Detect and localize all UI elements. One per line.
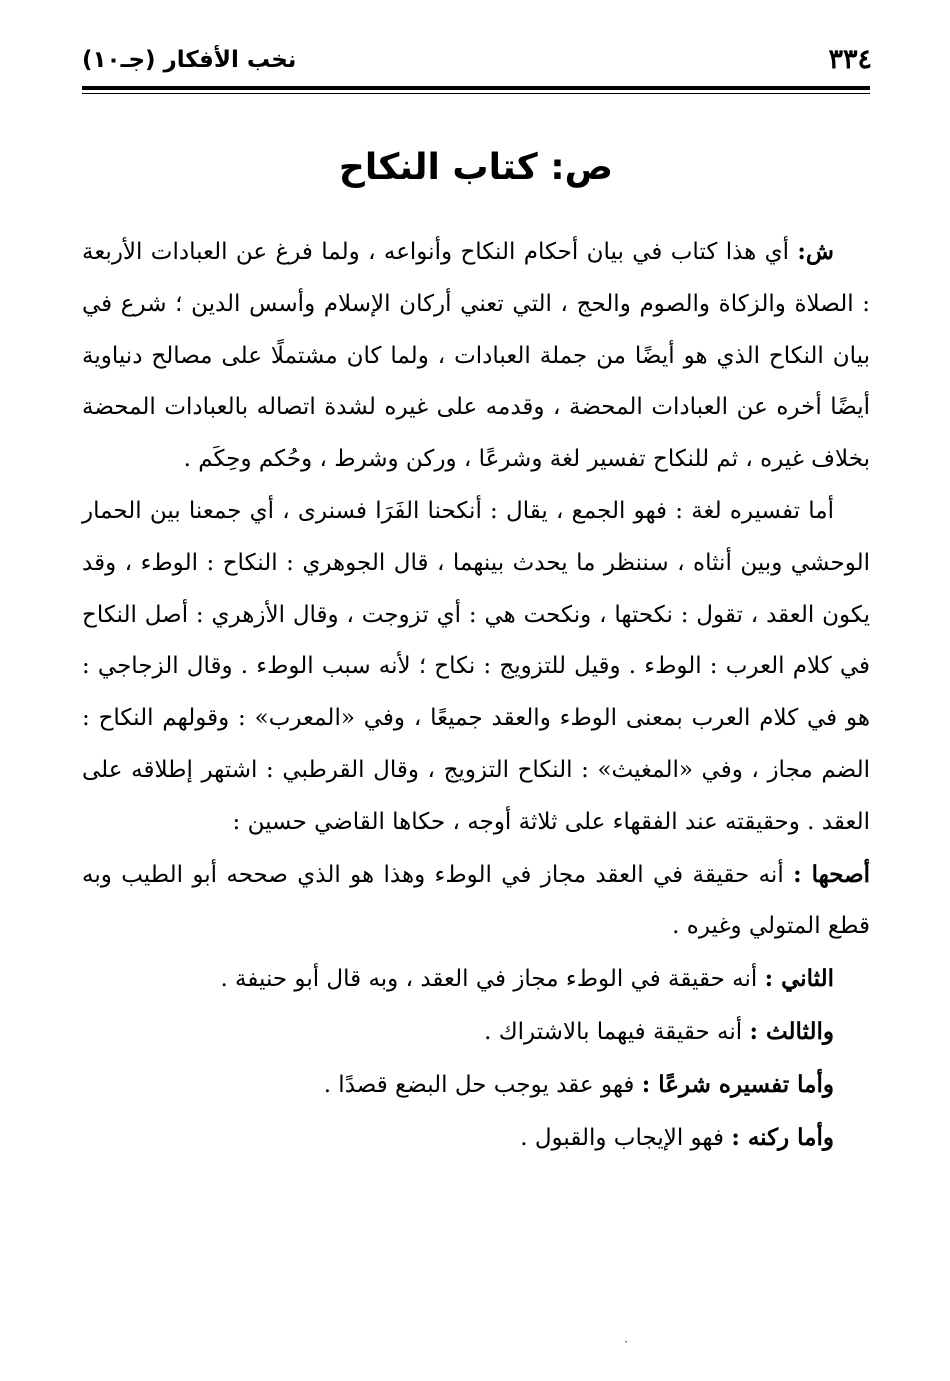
paragraph-lead: والثالث :: [749, 1017, 834, 1045]
paragraph-lead: وأما تفسيره شرعًا :: [641, 1070, 834, 1098]
print-speck: ·: [624, 1335, 628, 1349]
paragraph-second-opinion: [82, 953, 870, 1006]
chapter-title: ص: كتاب النكاح: [338, 147, 614, 188]
body-text: [82, 226, 870, 1164]
paragraph-text: أنه حقيقة في الوطء مجاز في العقد ، وبه قال أبو حنيفة .: [220, 966, 765, 993]
paragraph-text: أما تفسيره لغة : فهو الجمع ، يقال : أنكحنا الفَرَا فسنرى ، أي جمعنا بين الحمار الوحشي وبين أنثاه ، سننظر ما يحدث بينهما ، قال الجوهري : النكاح : الوطء ، وقد يكون العقد ، تقول : نكحتها ، ونكحت هي : أي تزوجت ، وقال الأزهري : أصل النكاح في كلام العرب : الوطء . وقيل للتزويج : نكاح ؛ لأنه سبب الوطء . وقال الزجاجي : هو في كلام العرب بمعنى الوطء والعقد جميعًا ، وفي «المعرب» : وقولهم النكاح : الضم مجاز ، وفي «المغيث» : النكاح التزويج ، وقال القرطبي : اشتهر إطلاقه على العقد . وحقيقته عند الفقهاء على ثلاثة أوجه ، حكاها القاضي حسين :: [82, 497, 870, 835]
page-header: [82, 40, 872, 80]
paragraph-lead: ش:: [797, 238, 834, 265]
paragraph-lead: الثاني :: [764, 965, 834, 993]
paragraph-text: أي هذا كتاب في بيان أحكام النكاح وأنواعه ، ولما فرغ عن العبادات الأربعة : الصلاة والزكاة والصوم والحج ، التي تعني أركان الإسلام وأسس الدين ؛ شرع في بيان النكاح الذي هو أيضًا من جملة العبادات ، ولما كان مشتملًا على مصالح دنياوية أيضًا أخره عن العبادات المحضة ، وقدمه على غيره لشدة اتصاله بالعبادات المحضة بخلاف غيره ، ثم للنكاح تفسير لغة وشرعًا ، وركن وشرط ، وحُكم وحِكَم .: [82, 239, 870, 473]
header-rule-thin: [82, 93, 870, 94]
paragraph-legal-definition: [82, 1059, 870, 1112]
paragraph-pillar: [82, 1112, 870, 1165]
paragraph-third-opinion: [82, 1006, 870, 1059]
paragraph-intro: [82, 226, 870, 486]
paragraph-lead: وأما ركنه :: [731, 1123, 834, 1151]
header-rule-thick: [82, 86, 870, 90]
paragraph-text: فهو الإيجاب والقبول .: [520, 1124, 732, 1151]
page-number: ٣٣٤: [828, 44, 872, 75]
paragraph-text: فهو عقد يوجب حل البضع قصدًا .: [323, 1071, 642, 1098]
paragraph-lead: أصحها :: [793, 860, 871, 888]
running-title: نخب الأفكار (جـ١٠): [82, 47, 297, 73]
paragraph-text: أنه حقيقة فيهما بالاشتراك .: [484, 1018, 750, 1045]
paragraph-lexical-definition: [82, 486, 870, 849]
paragraph-text: أنه حقيقة في العقد مجاز في الوطء وهذا هو الذي صححه أبو الطيب وبه قطع المتولي وغيره .: [82, 861, 870, 940]
paragraph-first-opinion: [82, 849, 870, 954]
